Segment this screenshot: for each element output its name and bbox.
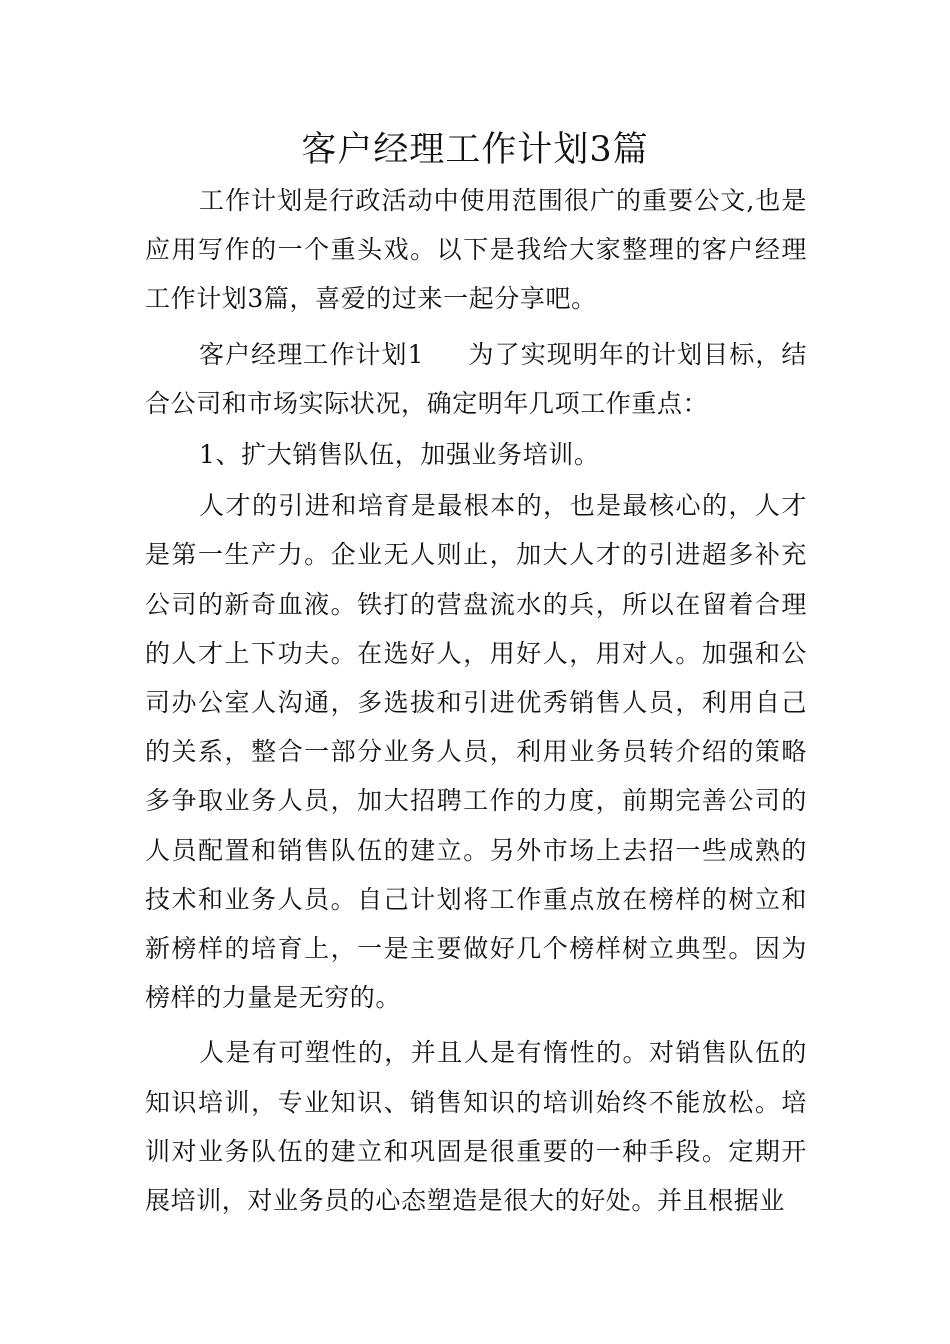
section-1-paragraph [145, 330, 807, 428]
list-item-1: 1、扩大销售队伍，加强业务培训。 [199, 440, 600, 470]
body-paragraph-2: 人才的引进和培育是最根本的，也是最核心的，人才是第一生产力。企业无人则止，加大人才的引进超多补充公司的新奇血液。铁打的营盘流水的兵，所以在留着合理的人才上下功夫。在选好人，用好人，用对人。加强和公司办公室人沟通，多选拔和引进优秀销售人员，利用自己的关系，整合一部分业务人员，利用业务员转介绍的策略多争取业务人员，加大招聘工作的力度，前期完善公司的人员配置和销售队伍的建立。另外市场上去招一些成熟的技术和业务人员。自己计划将工作重点放在榜样的树立和新榜样的培育上，一是主要做好几个榜样树立典型。因为榜样的力量是无穷的。 [145, 491, 807, 1013]
document-body [145, 176, 807, 1227]
section-1-lead: 为了实现明年的计划目标，结合公司和市场实际状况，确定明年几项工作重点： [145, 339, 807, 418]
document-title: 客户经理工作计划3篇 [301, 130, 649, 170]
section-1-heading: 客户经理工作计划1 [199, 339, 425, 369]
body-paragraph-3: 人是有可塑性的，并且人是有惰性的。对销售队伍的知识培训，专业知识、销售知识的培训始终不能放松。培训对业务队伍的建立和巩固是很重要的一种手段。定期开展培训，对业务员的心态塑造是很大的好处。并且根据业 [145, 1038, 807, 1216]
intro-paragraph: 工作计划是行政活动中使用范围很广的重要公文,也是应用写作的一个重头戏。以下是我给大家整理的客户经理工作计划3篇，喜爱的过来一起分享吧。 [145, 186, 807, 314]
